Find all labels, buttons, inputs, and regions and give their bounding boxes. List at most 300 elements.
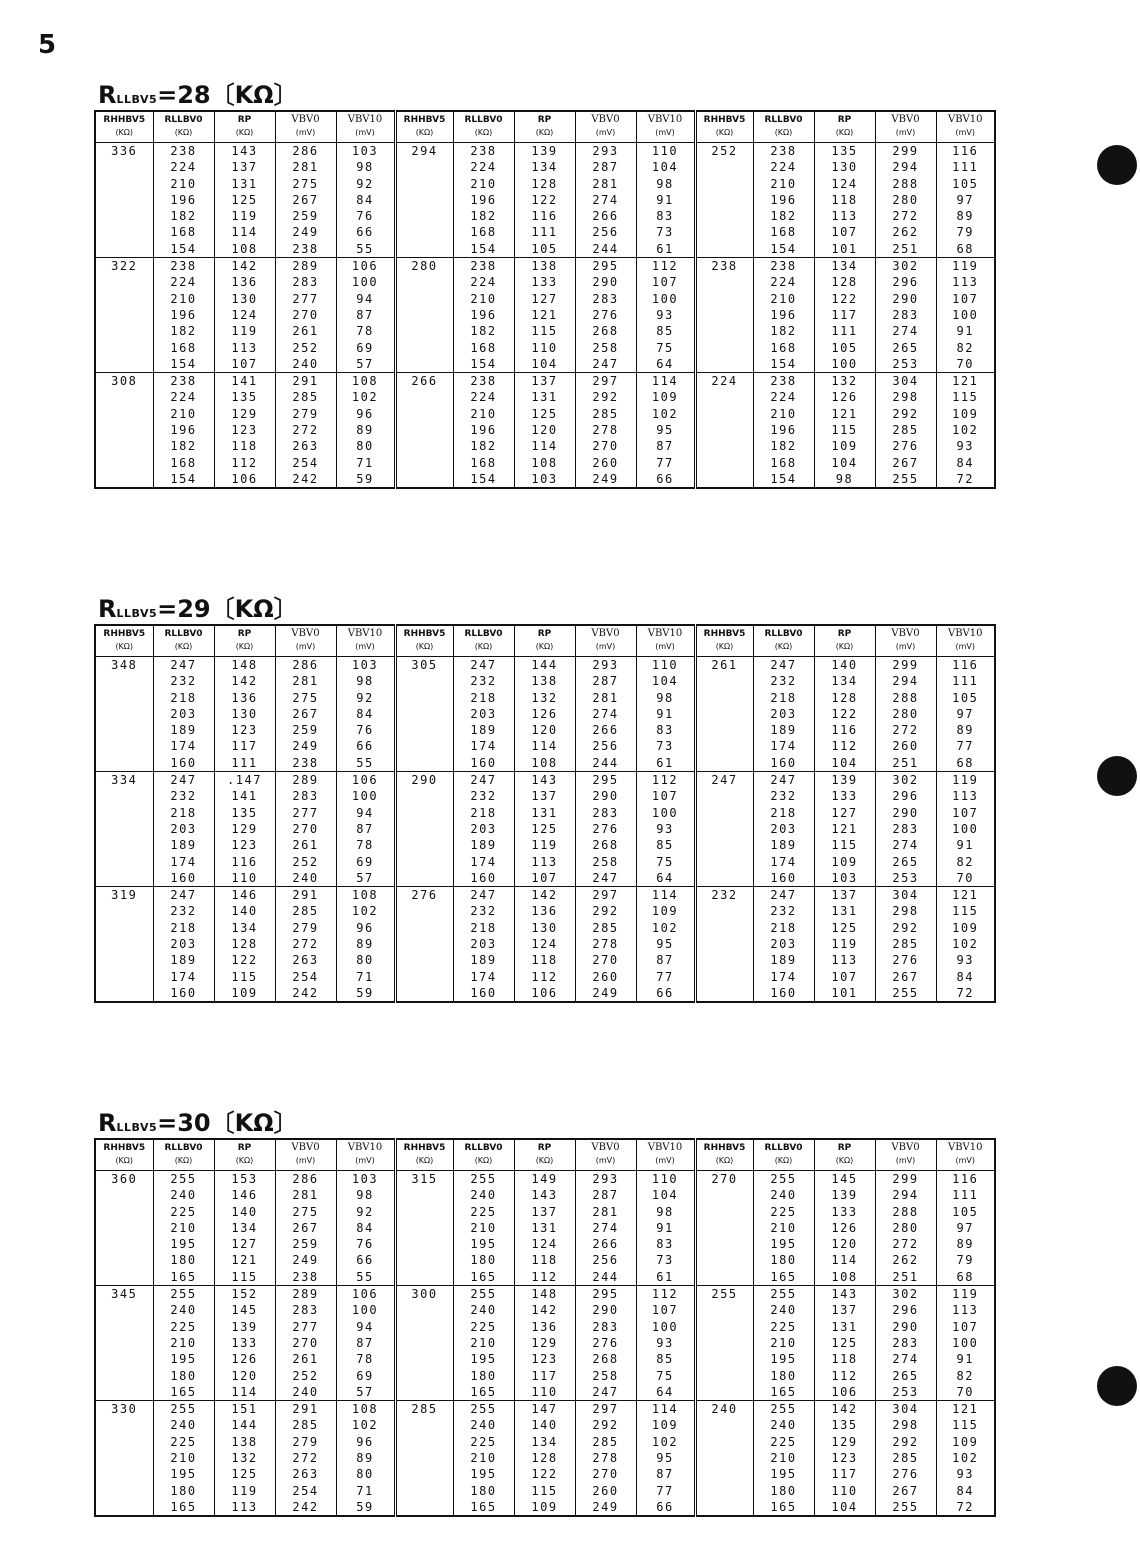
column-unit: (KΩ)	[235, 1156, 254, 1165]
rhhbv5-cell	[695, 772, 753, 887]
rllbv0-value: 165	[170, 1269, 197, 1284]
rhhbv5-header	[695, 111, 753, 143]
rhhbv5-value: 319	[111, 888, 138, 903]
column-label: VBV10	[647, 628, 683, 639]
rllbv0-value: 168	[770, 340, 797, 355]
rp-value: 131	[531, 805, 558, 820]
vbv0-value: 293	[592, 144, 619, 158]
vbv10-value: 100	[651, 1319, 679, 1334]
rp-value: 112	[231, 455, 258, 470]
vbv10-value: 64	[656, 1384, 674, 1399]
rllbv0-header	[453, 625, 514, 657]
vbv10-value: 69	[356, 854, 374, 869]
rhhbv5-cell	[395, 887, 453, 1003]
rhhbv5-value: 330	[111, 1402, 138, 1417]
vbv10-value: 97	[956, 1220, 974, 1235]
rp-value: 132	[831, 374, 858, 389]
vbv10-value: 89	[356, 423, 374, 438]
rllbv0-value: 189	[470, 953, 497, 968]
vbv0-value: 265	[892, 854, 919, 869]
rhhbv5-value: 240	[711, 1402, 738, 1417]
rp-value: 113	[231, 1499, 258, 1514]
vbv10-value: 100	[651, 291, 679, 306]
rllbv0-value: 225	[470, 1319, 497, 1334]
rp-cell	[514, 1171, 575, 1286]
vbv0-value: 247	[592, 1384, 619, 1399]
vbv10-cell	[336, 143, 395, 258]
vbv10-value: 77	[656, 455, 674, 470]
rllbv0-header	[753, 111, 814, 143]
vbv10-value: 55	[356, 755, 374, 770]
rllbv0-value: 247	[770, 888, 797, 903]
vbv0-value: 259	[292, 209, 319, 224]
rp-cell	[514, 657, 575, 772]
rllbv0-cell	[453, 887, 514, 1003]
rp-value: 142	[231, 674, 258, 689]
vbv10-value: 84	[956, 969, 974, 984]
vbv0-value: 249	[292, 1253, 319, 1268]
vbv10-value: 96	[356, 1434, 374, 1449]
vbv0-value: 258	[592, 854, 619, 869]
vbv10-value: 66	[656, 471, 674, 486]
rp-value: 119	[531, 838, 558, 853]
vbv10-value: 76	[356, 209, 374, 224]
rllbv0-value: 210	[770, 406, 797, 421]
column-unit: (KΩ)	[474, 128, 493, 137]
rllbv0-value: 218	[470, 690, 497, 705]
rp-value: 146	[231, 888, 258, 903]
vbv10-value: 72	[956, 985, 974, 1000]
vbv0-value: 266	[592, 1237, 619, 1252]
rllbv0-value: 224	[170, 275, 197, 290]
rllbv0-value: 154	[770, 471, 797, 486]
rllbv0-value: 224	[470, 275, 497, 290]
rp-value: 134	[831, 674, 858, 689]
rllbv0-value: 174	[170, 739, 197, 754]
rp-value: 112	[531, 969, 558, 984]
vbv10-value: 96	[356, 406, 374, 421]
title-subscript: LLBV5	[116, 1121, 158, 1134]
column-unit: (KΩ)	[115, 128, 134, 137]
vbv10-value: 57	[356, 870, 374, 885]
rllbv0-value: 203	[170, 821, 197, 836]
rp-cell	[514, 1401, 575, 1517]
column-label: VBV10	[647, 1142, 683, 1153]
rp-value: 153	[231, 1172, 258, 1186]
column-label: RP	[237, 629, 252, 639]
column-label: RHHBV5	[703, 629, 746, 639]
column-unit: (KΩ)	[835, 642, 854, 651]
vbv10-value: 116	[952, 144, 979, 158]
column-unit: (KΩ)	[115, 1156, 134, 1165]
rllbv0-value: 189	[170, 953, 197, 968]
vbv10-value: 80	[356, 439, 374, 454]
vbv0-value: 283	[892, 307, 919, 322]
column-unit: (mV)	[895, 642, 916, 651]
rp-value: 122	[531, 192, 558, 207]
vbv10-value: 76	[356, 1237, 374, 1252]
rp-value: 106	[831, 1384, 858, 1399]
vbv10-value: 57	[356, 356, 374, 371]
vbv0-value: 291	[292, 1402, 319, 1417]
rllbv0-value: 160	[770, 755, 797, 770]
vbv0-value: 272	[292, 1451, 319, 1466]
rp-value: 134	[231, 1220, 258, 1235]
rllbv0-cell	[153, 657, 214, 772]
rllbv0-value: 180	[470, 1368, 497, 1383]
rp-value: 133	[231, 1335, 258, 1350]
rllbv0-value: 203	[470, 821, 497, 836]
vbv0-value: 296	[892, 789, 919, 804]
table-row	[95, 143, 995, 258]
vbv0-value: 274	[892, 838, 919, 853]
table-row	[95, 1171, 995, 1286]
rp-value: 116	[531, 209, 558, 224]
rllbv0-value: 174	[770, 854, 797, 869]
rp-value: 118	[231, 439, 258, 454]
rp-value: 140	[531, 1418, 558, 1433]
rllbv0-value: 174	[770, 739, 797, 754]
vbv10-value: 115	[952, 390, 979, 405]
column-label: RP	[237, 115, 252, 125]
column-unit: (KΩ)	[835, 1156, 854, 1165]
column-unit: (mV)	[655, 1156, 675, 1165]
vbv10-value: 115	[952, 1418, 979, 1433]
rp-value: 142	[531, 1303, 558, 1318]
vbv0-value: 267	[292, 706, 319, 721]
rp-value: 128	[831, 690, 858, 705]
column-unit: (mV)	[295, 128, 316, 137]
vbv0-value: 259	[292, 1237, 319, 1252]
rp-value: 119	[831, 937, 858, 952]
rllbv0-value: 210	[170, 1220, 197, 1235]
column-label: VBV0	[591, 114, 620, 125]
rllbv0-value: 168	[470, 455, 497, 470]
rp-value: 120	[231, 1368, 258, 1383]
rllbv0-value: 203	[170, 706, 197, 721]
vbv0-value: 238	[292, 241, 319, 256]
rp-value: 148	[531, 1287, 558, 1302]
rhhbv5-value: 247	[711, 773, 738, 788]
vbv0-cell	[575, 373, 636, 489]
vbv0-value: 289	[292, 773, 319, 788]
vbv10-value: 102	[651, 1434, 679, 1449]
rllbv0-value: 210	[770, 176, 797, 191]
vbv10-cell	[636, 1286, 695, 1401]
rllbv0-value: 196	[770, 307, 797, 322]
rllbv0-value: 180	[470, 1483, 497, 1498]
rp-value: 104	[831, 455, 858, 470]
column-label: VBV0	[891, 114, 920, 125]
rllbv0-value: 238	[470, 144, 497, 158]
column-label: RP	[537, 115, 552, 125]
rllbv0-value: 218	[770, 690, 797, 705]
vbv0-value: 277	[292, 805, 319, 820]
vbv0-header	[275, 625, 336, 657]
vbv0-cell	[575, 657, 636, 772]
vbv0-header	[575, 1139, 636, 1171]
vbv0-value: 253	[892, 1384, 919, 1399]
rhhbv5-cell	[95, 258, 153, 373]
data-table	[94, 624, 996, 1003]
vbv0-value: 292	[892, 406, 919, 421]
rp-value: 121	[831, 406, 858, 421]
rhhbv5-header	[395, 625, 453, 657]
vbv10-value: 68	[956, 1269, 974, 1284]
vbv0-cell	[575, 1171, 636, 1286]
vbv0-header	[875, 1139, 936, 1171]
header-row	[95, 625, 995, 657]
vbv0-value: 274	[892, 324, 919, 339]
column-unit: (KΩ)	[774, 1156, 793, 1165]
column-label: RLLBV0	[764, 1143, 803, 1153]
rp-value: 137	[531, 1204, 558, 1219]
vbv0-value: 294	[892, 674, 919, 689]
binder-hole	[1097, 1366, 1137, 1406]
vbv10-value: 82	[956, 340, 974, 355]
vbv10-value: 80	[356, 953, 374, 968]
rp-value: 111	[531, 225, 558, 240]
rllbv0-value: 154	[770, 356, 797, 371]
rllbv0-value: 225	[170, 1319, 197, 1334]
vbv0-value: 274	[892, 1352, 919, 1367]
vbv10-value: 111	[952, 1188, 979, 1203]
rllbv0-cell	[753, 373, 814, 489]
column-label: RHHBV5	[403, 629, 446, 639]
vbv10-value: 106	[351, 259, 379, 274]
rp-value: 101	[831, 241, 858, 256]
vbv0-value: 298	[892, 904, 919, 919]
vbv0-value: 285	[592, 406, 619, 421]
rllbv0-value: 180	[170, 1253, 197, 1268]
rp-cell	[514, 143, 575, 258]
vbv10-value: 100	[952, 821, 979, 836]
vbv0-value: 240	[292, 1384, 319, 1399]
rp-value: 130	[231, 706, 258, 721]
rllbv0-value: 174	[170, 854, 197, 869]
rhhbv5-value: 305	[411, 658, 438, 672]
rllbv0-value: 210	[170, 1335, 197, 1350]
rllbv0-value: 165	[770, 1269, 797, 1284]
vbv10-value: 61	[656, 241, 674, 256]
rp-value: 124	[531, 937, 558, 952]
rp-value: 132	[231, 1451, 258, 1466]
rllbv0-value: 154	[770, 241, 797, 256]
vbv10-value: 100	[351, 1303, 379, 1318]
vbv10-value: 79	[956, 225, 974, 240]
rllbv0-value: 195	[770, 1237, 797, 1252]
rllbv0-value: 180	[470, 1253, 497, 1268]
vbv0-value: 260	[592, 455, 619, 470]
vbv0-value: 275	[292, 1204, 319, 1219]
vbv10-value: 116	[952, 658, 979, 672]
rllbv0-value: 238	[170, 259, 197, 274]
rp-value: 110	[831, 1483, 858, 1498]
rp-value: 125	[831, 920, 858, 935]
column-unit: (KΩ)	[535, 128, 554, 137]
rllbv0-value: 189	[770, 838, 797, 853]
rp-value: 111	[831, 324, 858, 339]
rhhbv5-header	[695, 625, 753, 657]
rllbv0-cell	[753, 657, 814, 772]
vbv10-cell	[636, 373, 695, 489]
rhhbv5-value: 334	[111, 773, 138, 788]
vbv10-value: 75	[656, 340, 674, 355]
rllbv0-value: 189	[470, 723, 497, 738]
vbv10-value: 89	[956, 723, 974, 738]
vbv10-value: 85	[656, 838, 674, 853]
vbv10-value: 87	[656, 439, 674, 454]
vbv10-value: 114	[651, 888, 679, 903]
rp-cell	[814, 657, 875, 772]
vbv10-header	[336, 625, 395, 657]
rp-value: 131	[831, 904, 858, 919]
column-unit: (mV)	[595, 128, 616, 137]
vbv0-value: 290	[592, 789, 619, 804]
vbv10-value: 85	[656, 1352, 674, 1367]
vbv10-cell	[636, 258, 695, 373]
rp-value: 111	[231, 755, 258, 770]
vbv10-value: 109	[952, 1434, 979, 1449]
rp-value: 113	[531, 854, 558, 869]
rllbv0-value: 182	[170, 324, 197, 339]
rhhbv5-value: 285	[411, 1402, 438, 1417]
column-label: VBV0	[591, 628, 620, 639]
vbv10-value: 91	[956, 324, 974, 339]
rllbv0-value: 224	[770, 390, 797, 405]
vbv0-value: 278	[592, 423, 619, 438]
rllbv0-value: 218	[170, 920, 197, 935]
vbv10-value: 78	[356, 838, 374, 853]
vbv0-value: 242	[292, 471, 319, 486]
rp-value: 135	[831, 1418, 858, 1433]
vbv0-value: 295	[592, 1287, 619, 1302]
vbv10-value: 107	[952, 291, 979, 306]
column-label: VBV10	[647, 114, 683, 125]
rp-value: 151	[231, 1402, 258, 1417]
rp-value: 129	[531, 1335, 558, 1350]
rhhbv5-value: 238	[711, 259, 738, 274]
title-prefix: R	[98, 1109, 117, 1137]
vbv10-value: 96	[356, 920, 374, 935]
rllbv0-value: 180	[770, 1368, 797, 1383]
vbv10-value: 95	[656, 423, 674, 438]
rllbv0-value: 218	[470, 805, 497, 820]
rllbv0-value: 196	[170, 192, 197, 207]
column-unit: (mV)	[355, 128, 375, 137]
rp-value: 143	[531, 1188, 558, 1203]
vbv10-value: 119	[952, 259, 979, 274]
rllbv0-value: 195	[770, 1467, 797, 1482]
vbv10-value: 59	[356, 471, 374, 486]
rllbv0-value: 240	[770, 1188, 797, 1203]
vbv10-value: 98	[656, 690, 674, 705]
rp-header	[214, 111, 275, 143]
rllbv0-value: 210	[170, 1451, 197, 1466]
vbv10-value: 61	[656, 1269, 674, 1284]
block-title	[98, 80, 996, 110]
column-label: RLLBV0	[764, 629, 803, 639]
vbv10-value: 66	[656, 985, 674, 1000]
rllbv0-value: 247	[470, 658, 497, 672]
title-prefix: R	[98, 81, 117, 109]
column-unit: (mV)	[955, 1156, 975, 1165]
rllbv0-value: 232	[770, 904, 797, 919]
column-unit: (mV)	[955, 128, 975, 137]
vbv0-value: 274	[592, 706, 619, 721]
vbv0-value: 242	[292, 1499, 319, 1514]
vbv10-value: 107	[651, 1303, 679, 1318]
vbv10-value: 100	[351, 275, 379, 290]
vbv0-cell	[275, 657, 336, 772]
rllbv0-value: 168	[170, 225, 197, 240]
vbv0-value: 278	[592, 937, 619, 952]
rp-header	[814, 625, 875, 657]
rllbv0-value: 247	[470, 773, 497, 788]
rhhbv5-value: 232	[711, 888, 738, 903]
column-label: VBV10	[947, 114, 983, 125]
rllbv0-value: 232	[170, 674, 197, 689]
rp-value: 100	[831, 356, 858, 371]
column-label: RHHBV5	[403, 115, 446, 125]
rp-value: 118	[831, 1352, 858, 1367]
column-label: RLLBV0	[164, 629, 203, 639]
rllbv0-value: 210	[170, 291, 197, 306]
title-subscript: LLBV5	[116, 93, 158, 106]
vbv10-value: 70	[956, 1384, 974, 1399]
rllbv0-value: 232	[770, 674, 797, 689]
rp-value: 119	[231, 209, 258, 224]
vbv0-value: 272	[892, 209, 919, 224]
rp-cell	[214, 1286, 275, 1401]
vbv10-header	[936, 111, 995, 143]
title-value: =28〔KΩ〕	[157, 81, 298, 109]
rllbv0-value: 232	[170, 904, 197, 919]
rp-value: 118	[831, 192, 858, 207]
vbv0-value: 249	[292, 739, 319, 754]
vbv10-cell	[336, 1286, 395, 1401]
column-label: RHHBV5	[703, 1143, 746, 1153]
column-label: VBV10	[347, 628, 383, 639]
vbv10-value: 84	[956, 1483, 974, 1498]
vbv0-value: 294	[892, 160, 919, 175]
rllbv0-value: 238	[470, 259, 497, 274]
rllbv0-header	[453, 1139, 514, 1171]
vbv10-value: 83	[656, 723, 674, 738]
rp-value: 142	[531, 888, 558, 903]
column-unit: (KΩ)	[235, 128, 254, 137]
rllbv0-value: 210	[470, 1220, 497, 1235]
vbv0-value: 251	[892, 755, 919, 770]
rllbv0-header	[153, 625, 214, 657]
rp-value: 131	[531, 1220, 558, 1235]
rllbv0-value: 238	[170, 374, 197, 389]
vbv10-value: 112	[651, 259, 679, 274]
vbv10-value: 121	[952, 888, 979, 903]
vbv10-value: 78	[356, 324, 374, 339]
rllbv0-value: 247	[170, 773, 197, 788]
rhhbv5-value: 270	[711, 1172, 738, 1186]
rllbv0-cell	[153, 1171, 214, 1286]
rhhbv5-value: 276	[411, 888, 438, 903]
rllbv0-value: 225	[770, 1319, 797, 1334]
rp-value: 136	[231, 275, 258, 290]
rp-value: 124	[831, 176, 858, 191]
rp-cell	[814, 373, 875, 489]
vbv10-cell	[336, 1401, 395, 1517]
vbv10-cell	[936, 772, 995, 887]
rhhbv5-cell	[95, 1171, 153, 1286]
